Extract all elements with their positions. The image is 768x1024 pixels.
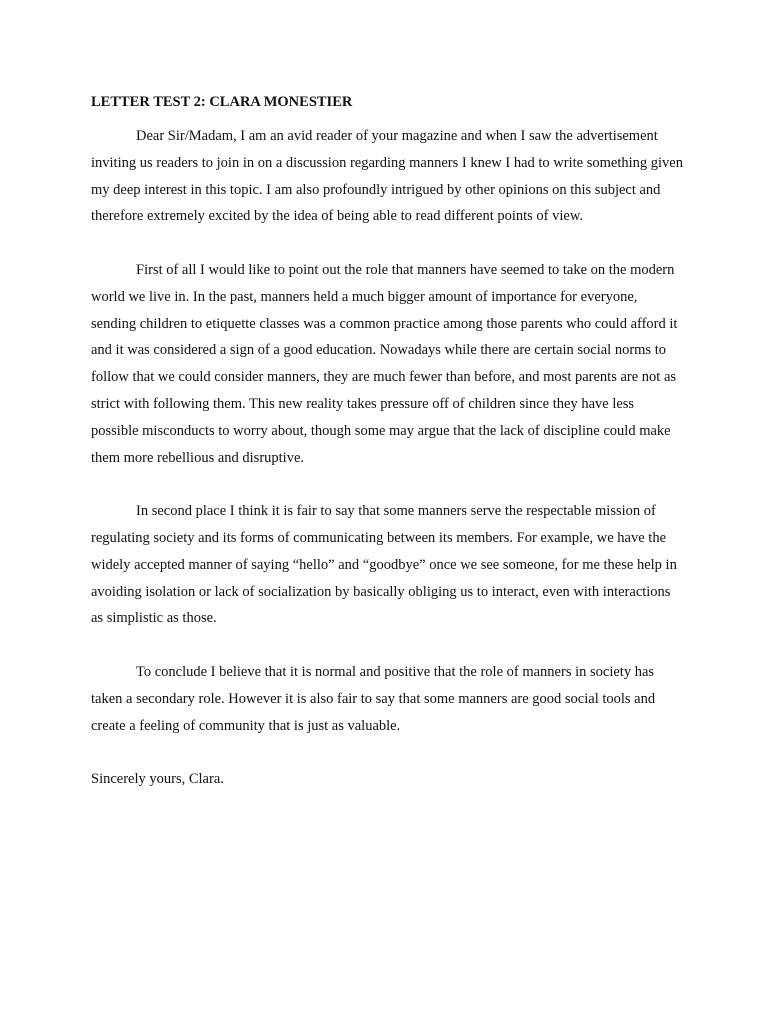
- paragraph-conclusion: To conclude I believe that it is normal and positive that the role of manners in society has taken a secondary role. However it is also fair to say that some manners are good social tools and create a feeling of community that is just as valuable.: [91, 663, 656, 734]
- paragraph-second-point: In second place I think it is fair to say that some manners serve the respectable mission of regulating society and its forms of communicating between its members. For example, we have the widely accepted manner of saying “hello” and “goodbye” once we see someone, for me these help in avoiding isolation or lack of socialization by basically obliging us to interact, even with interactions as simplistic as those.: [91, 503, 677, 627]
- letter-closing: Sincerely yours, Clara.: [91, 771, 224, 788]
- letter-page: [91, 92, 683, 793]
- paragraph-intro: Dear Sir/Madam, I am an avid reader of your magazine and when I saw the advertisement inviting us readers to join in on a discussion regarding manners I knew I had to write something given my deep interest in this topic. I am also profoundly intrigued by other opinions on this subject and therefore extremely excited by the idea of being able to read different points of view.: [91, 128, 683, 225]
- paragraph-first-point: First of all I would like to point out the role that manners have seemed to take on the modern world we live in. In the past, manners held a much bigger amount of importance for everyone, sending children to etiquette classes was a common practice among those parents who could afford it and it was considered a sign of a good education. Nowadays while there are certain social norms to follow that we could consider manners, they are much fewer than before, and most parents are not as strict with following them. This new reality takes pressure off of children since they have less possible misconducts to worry about, though some may argue that the lack of discipline could make them more rebellious and disruptive.: [91, 261, 678, 466]
- letter-title: LETTER TEST 2: CLARA MONESTIER: [91, 94, 353, 110]
